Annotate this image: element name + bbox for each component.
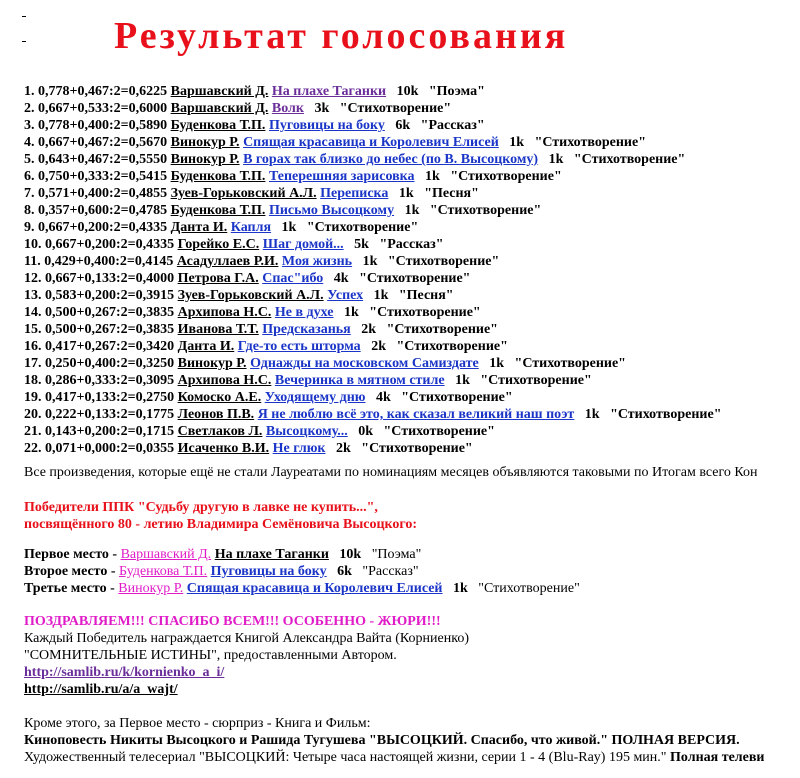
result-row	[24, 406, 800, 423]
award-line-1: Каждый Победитель награждается Книгой Александра Вайта (Корниенко)	[24, 631, 469, 646]
result-number: 20.	[24, 407, 42, 422]
result-row	[24, 83, 800, 100]
result-score: 0,417+0,133:2=0,2750	[45, 390, 175, 405]
result-genre: "Стихотворение"	[306, 220, 419, 235]
result-size: 1k	[455, 373, 470, 388]
corner-marks	[22, 14, 28, 44]
result-row	[24, 219, 800, 236]
result-work-link[interactable]: Волк	[271, 101, 304, 116]
wajt-link[interactable]: http://samlib.ru/a/a_wajt/	[24, 682, 178, 697]
result-genre: "Песня"	[398, 288, 454, 303]
result-number: 3.	[24, 118, 35, 133]
bonus-line-3-normal: Художественный телесериал "ВЫСОЦКИЙ: Четыре часа настоящей жизни, серии 1 - 4 (Blu-Ray) 195 мин."	[24, 750, 671, 765]
result-author-link[interactable]: Асадуллаев Р.И.	[176, 254, 279, 269]
result-number: 1.	[24, 84, 35, 99]
result-work-link[interactable]: Однажды на московском Самиздате	[250, 356, 479, 371]
result-score: 0,417+0,267:2=0,3420	[45, 339, 175, 354]
result-work-link[interactable]: Уходящему дню	[264, 390, 366, 405]
result-author-link[interactable]: Горейко Е.С.	[177, 237, 260, 252]
result-author-link[interactable]: Петрова Г.А.	[177, 271, 259, 286]
result-size: 1k	[548, 152, 564, 167]
result-number: 21.	[24, 424, 42, 439]
result-genre: "Стихотворение"	[361, 441, 473, 456]
winners-heading-line1: Победители ППК "Судьбу другую в лавке не купить...",	[24, 500, 378, 515]
result-score: 0,500+0,267:2=0,3835	[45, 322, 175, 337]
result-score: 0,143+0,200:2=0,1715	[45, 424, 175, 439]
result-size: 0k	[358, 424, 374, 439]
result-genre: "Песня"	[424, 186, 479, 201]
place-author-link[interactable]: Варшавский Д.	[120, 547, 212, 562]
result-size: 1k	[489, 356, 505, 371]
result-genre: "Стихотворение"	[514, 356, 626, 371]
result-size: 4k	[333, 271, 349, 286]
result-author-link[interactable]: Варшавский Д.	[170, 84, 269, 99]
place-author-link[interactable]: Винокур Р.	[118, 581, 184, 596]
result-genre: "Стихотворение"	[387, 254, 500, 269]
result-size: 5k	[354, 237, 369, 252]
result-score: 0,500+0,267:2=0,3835	[45, 305, 175, 320]
result-work-link[interactable]: Теперешняя зарисовка	[268, 169, 415, 184]
result-work-link[interactable]: Высоцкому...	[265, 424, 348, 439]
result-genre: "Стихотворение"	[396, 339, 508, 354]
result-work-link[interactable]: Переписка	[320, 186, 389, 201]
result-number: 18.	[24, 373, 42, 388]
kornienko-link[interactable]: http://samlib.ru/k/kornienko_a_i/	[24, 665, 225, 680]
result-number: 19.	[24, 390, 42, 405]
result-size: 1k	[344, 305, 359, 320]
congrats-headline: ПОЗДРАВЛЯЕМ!!! СПАСИБО ВСЕМ!!! ОСОБЕННО - ЖЮРИ!!!	[24, 614, 441, 629]
result-number: 11.	[24, 254, 41, 269]
result-size: 1k	[398, 186, 414, 201]
result-author-link[interactable]: Винокур Р.	[170, 135, 240, 150]
result-size: 3k	[314, 101, 330, 116]
result-size: 2k	[336, 441, 351, 456]
result-score: 0,667+0,200:2=0,4335	[45, 237, 175, 252]
result-size: 1k	[362, 254, 378, 269]
result-work-link[interactable]: Не в духе	[274, 305, 334, 320]
result-author-link[interactable]: Светлаков Л.	[177, 424, 263, 439]
laureates-note: Все произведения, которые ещё не стали Лауреатами по номинациям месяцев объявляются таковыми по Итогам всего Кон	[24, 465, 758, 480]
result-row	[24, 202, 800, 219]
result-genre: "Стихотворение"	[429, 203, 542, 218]
award-line-2: "СОМНИТЕЛЬНЫЕ ИСТИНЫ", предоставленными Автором.	[24, 648, 397, 663]
result-number: 14.	[24, 305, 42, 320]
result-genre: "Стихотворение"	[450, 169, 562, 184]
place-label: Первое место -	[24, 547, 121, 562]
place-size: 6k	[337, 564, 352, 579]
result-size: 1k	[281, 220, 297, 235]
result-score: 0,571+0,400:2=0,4855	[38, 186, 168, 201]
result-score: 0,583+0,200:2=0,3915	[45, 288, 175, 303]
result-size: 1k	[404, 203, 420, 218]
result-work-link[interactable]: Предсказанья	[262, 322, 351, 337]
result-author-link[interactable]: Зуев-Горьковский А.Л.	[170, 186, 317, 201]
result-number: 17.	[24, 356, 42, 371]
result-work-link[interactable]: Где-то есть шторма	[237, 339, 361, 354]
bonus-line-2: Киноповесть Никиты Высоцкого и Рашида Тугушева "ВЫСОЦКИЙ. Спасибо, что живой." ПОЛНАЯ ВЕРСИЯ.	[24, 733, 740, 748]
result-score: 0,250+0,400:2=0,3250	[45, 356, 175, 371]
result-number: 2.	[24, 101, 35, 116]
result-work-link[interactable]: Шаг домой...	[262, 237, 344, 252]
result-work-link[interactable]: Пуговицы на боку	[268, 118, 385, 133]
result-row	[24, 134, 800, 151]
result-row	[24, 440, 800, 457]
result-author-link[interactable]: Винокур Р.	[170, 152, 240, 167]
winner-place-row	[24, 546, 580, 563]
result-genre: "Стихотворение"	[383, 424, 495, 439]
result-author-link[interactable]: Данта И.	[170, 220, 228, 235]
result-row	[24, 185, 800, 202]
result-genre: "Стихотворение"	[386, 322, 498, 337]
result-size: 2k	[371, 339, 386, 354]
result-author-link[interactable]: Комоско А.Е.	[177, 390, 262, 405]
result-author-link[interactable]: Архипова Н.С.	[177, 373, 272, 388]
winner-place-row	[24, 563, 580, 580]
result-row	[24, 372, 800, 389]
result-number: 16.	[24, 339, 42, 354]
result-score: 0,667+0,133:2=0,4000	[45, 271, 175, 286]
result-score: 0,286+0,333:2=0,3095	[45, 373, 175, 388]
result-work-link[interactable]: Вечеринка в мятном стиле	[274, 373, 445, 388]
result-author-link[interactable]: Архипова Н.С.	[177, 305, 272, 320]
result-work-link[interactable]: Письмо Высоцкому	[268, 203, 395, 218]
result-score: 0,222+0,133:2=0,1775	[45, 407, 175, 422]
bonus-line-3-bold: Полная телеви	[670, 750, 765, 765]
result-row	[24, 270, 800, 287]
result-score: 0,778+0,467:2=0,6225	[38, 84, 168, 99]
result-size: 1k	[425, 169, 440, 184]
winner-place-row	[24, 580, 580, 597]
result-author-link[interactable]: Винокур Р.	[177, 356, 247, 371]
result-genre: "Поэма"	[428, 84, 485, 99]
result-row	[24, 236, 800, 253]
place-genre: "Поэма"	[371, 547, 422, 562]
result-work-link[interactable]: Моя жизнь	[281, 254, 353, 269]
result-score: 0,667+0,467:2=0,5670	[38, 135, 168, 150]
result-author-link[interactable]: Буденкова Т.П.	[170, 118, 266, 133]
bonus-block	[24, 715, 765, 766]
bonus-line-1: Кроме этого, за Первое место - сюрприз - Книга и Фильм:	[24, 716, 371, 731]
result-number: 6.	[24, 169, 35, 184]
result-genre: "Рассказ"	[379, 237, 444, 252]
result-size: 1k	[373, 288, 389, 303]
result-author-link[interactable]: Исаченко В.И.	[177, 441, 270, 456]
result-author-link[interactable]: Буденкова Т.П.	[170, 169, 266, 184]
result-genre: "Стихотворение"	[534, 135, 646, 150]
place-genre: "Рассказ"	[362, 564, 419, 579]
result-row	[24, 355, 800, 372]
place-size: 1k	[452, 581, 468, 596]
result-size: 4k	[375, 390, 391, 405]
result-score: 0,357+0,600:2=0,4785	[38, 203, 168, 218]
result-row	[24, 423, 800, 440]
result-row	[24, 117, 800, 134]
result-row	[24, 168, 800, 185]
result-number: 9.	[24, 220, 35, 235]
result-author-link[interactable]: Данта И.	[177, 339, 235, 354]
result-row	[24, 287, 800, 304]
result-number: 4.	[24, 135, 35, 150]
result-number: 10.	[24, 237, 42, 252]
result-author-link[interactable]: Леонов П.В.	[177, 407, 255, 422]
result-row	[24, 151, 800, 168]
congrats-block	[24, 613, 469, 698]
result-row	[24, 304, 800, 321]
place-author-link[interactable]: Буденкова Т.П.	[119, 564, 208, 579]
result-size: 1k	[509, 135, 525, 150]
result-size: 10k	[396, 84, 419, 99]
result-score: 0,750+0,333:2=0,5415	[38, 169, 168, 184]
place-work-link[interactable]: На плахе Таганки	[214, 547, 329, 562]
result-author-link[interactable]: Иванова Т.Т.	[177, 322, 259, 337]
result-work-link[interactable]: Успех	[327, 288, 364, 303]
result-work-link[interactable]: Спящая красавица и Королевич Елисей	[243, 135, 499, 150]
result-number: 5.	[24, 152, 35, 167]
result-genre: "Стихотворение"	[369, 305, 481, 320]
winners-heading-line2: посвящённого 80 - летию Владимира Семёновича Высоцкого:	[24, 517, 418, 532]
result-genre: "Стихотворение"	[573, 152, 686, 167]
result-row	[24, 100, 800, 117]
winners-heading	[24, 499, 417, 533]
result-author-link[interactable]: Зуев-Горьковский А.Л.	[177, 288, 324, 303]
result-score: 0,643+0,467:2=0,5550	[38, 152, 168, 167]
result-genre: "Рассказ"	[420, 118, 485, 133]
result-row	[24, 321, 800, 338]
result-score: 0,667+0,533:2=0,6000	[38, 101, 168, 116]
result-author-link[interactable]: Буденкова Т.П.	[170, 203, 266, 218]
results-list	[24, 83, 800, 457]
result-score: 0,071+0,000:2=0,0355	[45, 441, 175, 456]
result-size: 6k	[395, 118, 411, 133]
place-label: Третье место -	[24, 581, 119, 596]
result-number: 22.	[24, 441, 42, 456]
result-work-link[interactable]: В горах так близко до небес (по В. Высоцкому)	[243, 152, 539, 167]
result-author-link[interactable]: Варшавский Д.	[170, 101, 269, 116]
result-score: 0,667+0,200:2=0,4335	[38, 220, 168, 235]
result-score: 0,778+0,400:2=0,5890	[38, 118, 168, 133]
result-number: 15.	[24, 322, 42, 337]
result-work-link[interactable]: Я не люблю всё это, как сказал великий наш поэт	[257, 407, 575, 422]
place-genre: "Стихотворение"	[478, 581, 580, 596]
result-row	[24, 253, 800, 270]
place-work-link[interactable]: Пуговицы на боку	[210, 564, 327, 579]
result-number: 8.	[24, 203, 35, 218]
result-genre: "Стихотворение"	[480, 373, 592, 388]
result-genre: "Стихотворение"	[339, 101, 452, 116]
result-number: 13.	[24, 288, 42, 303]
result-genre: "Стихотворение"	[359, 271, 471, 286]
result-number: 12.	[24, 271, 42, 286]
result-row	[24, 389, 800, 406]
page-title: Результат голосования	[114, 15, 569, 57]
result-work-link[interactable]: На плахе Таганки	[271, 84, 387, 99]
result-work-link[interactable]: Не глюк	[272, 441, 326, 456]
result-number: 7.	[24, 186, 35, 201]
winners-places	[24, 546, 580, 597]
result-genre: "Стихотворение"	[610, 407, 722, 422]
bonus-line-3	[24, 749, 765, 766]
result-work-link[interactable]: Спас"ибо	[262, 271, 324, 286]
place-work-link[interactable]: Спящая красавица и Королевич Елисей	[186, 581, 443, 596]
result-size: 1k	[584, 407, 600, 422]
place-label: Второе место -	[24, 564, 120, 579]
result-genre: "Стихотворение"	[401, 390, 513, 405]
place-size: 10k	[339, 547, 362, 562]
result-work-link[interactable]: Капля	[230, 220, 272, 235]
result-score: 0,429+0,400:2=0,4145	[44, 254, 174, 269]
result-size: 2k	[361, 322, 377, 337]
result-row	[24, 338, 800, 355]
